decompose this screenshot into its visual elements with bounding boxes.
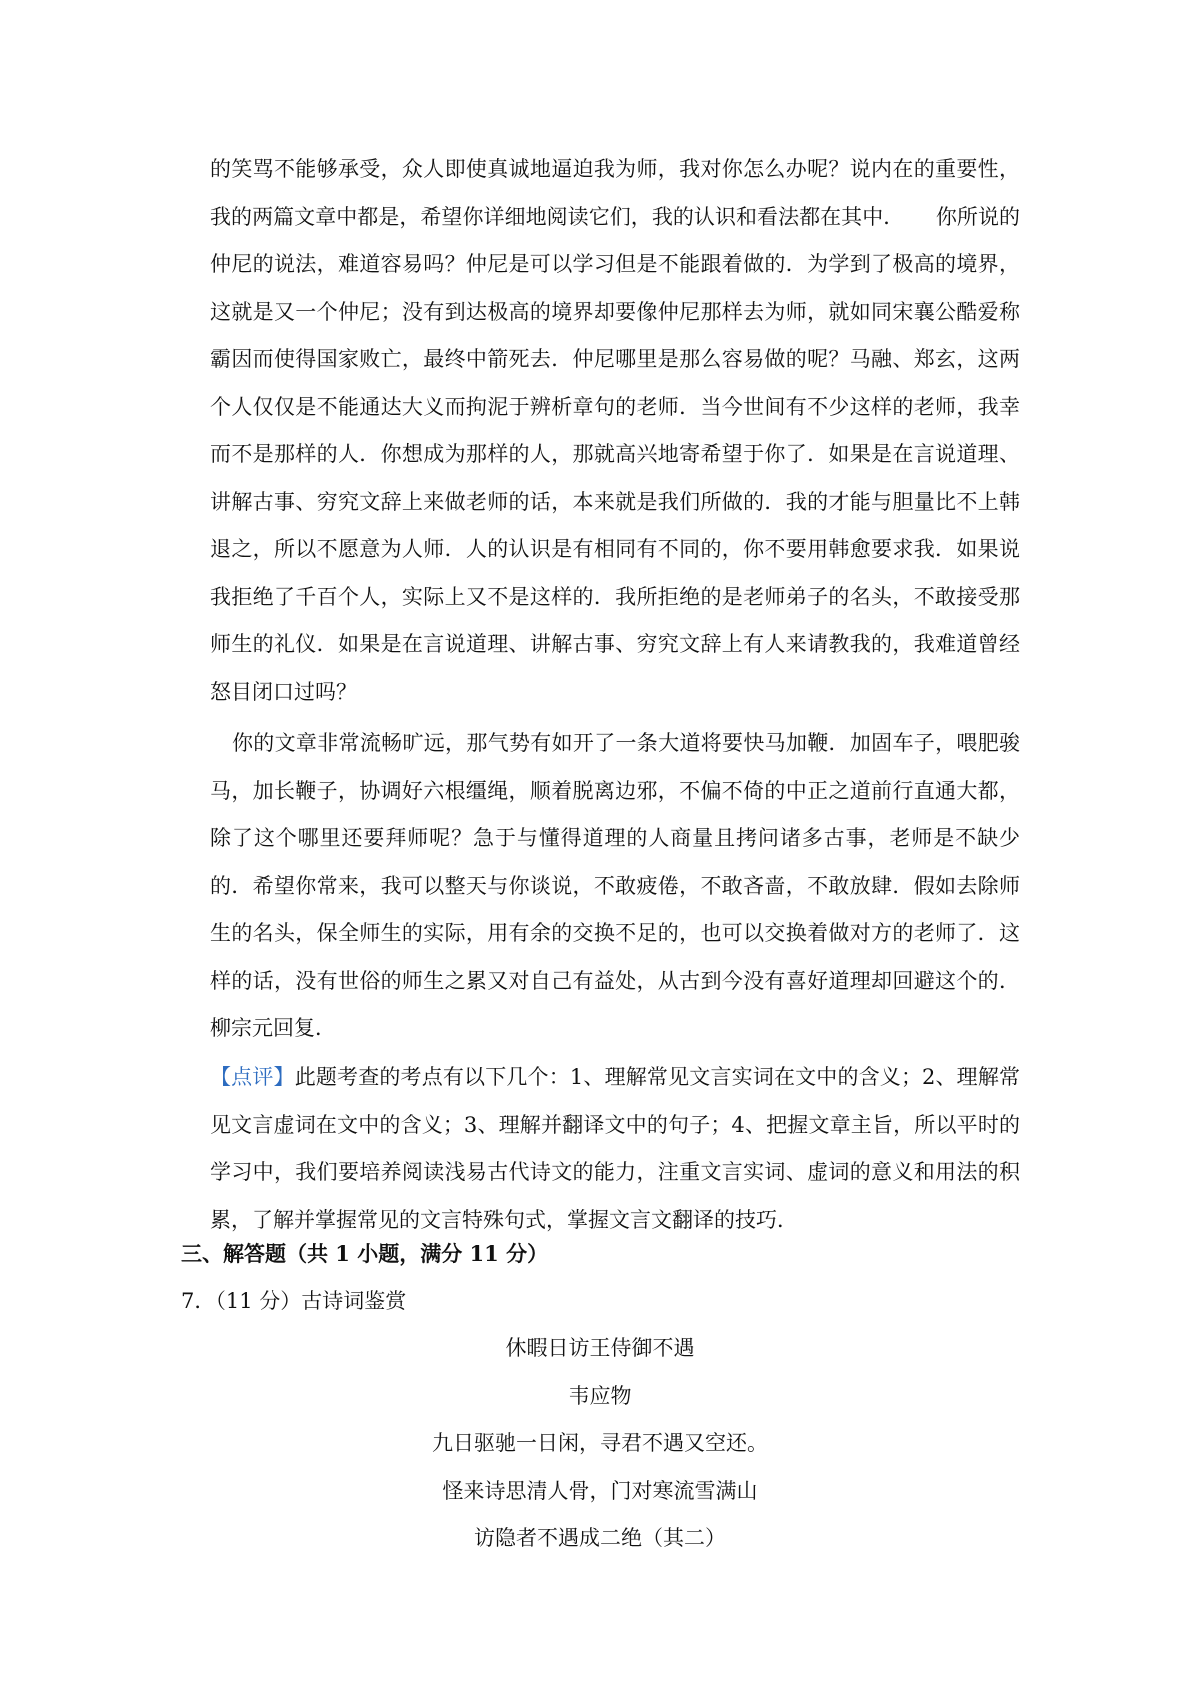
comment-paragraph (210, 1054, 1020, 1244)
poem-line-2: 怪来诗思清人骨，门对寒流雪满山 (442, 1479, 758, 1503)
poem-author: 韦应物 (568, 1384, 632, 1408)
translation-paragraph-2: 你的文章非常流畅旷远，那气势有如开了一条大道将要快马加鞭．加固车子，喂肥骏马，加长鞭子，协调好六根缰绳，顺着脱离边邪，不偏不倚的中正之道前行直通大都，除了这个哪里还要拜师呢？急于与懂得道理的人商量且拷问诸多古事，老师是不缺少的．希望你常来，我可以整天与你谈说，不敢疲倦，不敢吝啬，不敢放肆．假如去除师生的名头，保全师生的实际，用有余的交换不足的，也可以交换着做对方的老师了．这样的话，没有世俗的师生之累又对自己有益处，从古到今没有喜好道理却回避这个的．柳宗元回复． (210, 731, 1020, 1040)
next-poem-title: 访隐者不遇成二绝（其二） (474, 1526, 726, 1550)
poem-title: 休暇日访王侍御不遇 (505, 1336, 695, 1360)
comment-text: 此题考查的考点有以下几个：1、理解常见文言实词在文中的含义；2、理解常见文言虚词在文中的含义；3、理解并翻译文中的句子；4、把握文章主旨，所以平时的学习中，我们要培养阅读浅易古代诗文的能力，注重文言实词、虚词的意义和用法的积累，了解并掌握常见的文言特殊句式，掌握文言文翻译的技巧． (210, 1065, 1021, 1232)
section-heading: 三、解答题（共 1 小题，满分 11 分） (181, 1241, 549, 1266)
comment-tag: 【点评】 (210, 1065, 295, 1089)
question-label: 7．（11 分）古诗词鉴赏 (181, 1289, 407, 1313)
translation-paragraph-1: 的笑骂不能够承受，众人即使真诚地逼迫我为师，我对你怎么办呢？说内在的重要性，我的两篇文章中都是，希望你详细地阅读它们，我的认识和看法都在其中． 你所说的仲尼的说法，难道容易吗？仲尼是可以学习但是不能跟着做的．为学到了极高的境界，这就是又一个仲尼；没有到达极高的境界却要像仲尼那样去为师，就如同宋襄公酷爱称霸因而使得国家败亡，最终中箭死去．仲尼哪里是那么容易做的呢？马融、郑玄，这两个人仅仅是不能通达大义而拘泥于辨析章句的老师．当今世间有不少这样的老师，我幸而不是那样的人．你想成为那样的人，那就高兴地寄希望于你了．如果是在言说道理、讲解古事、穷究文辞上来做老师的话，本来就是我们所做的．我的才能与胆量比不上韩退之，所以不愿意为人师．人的认识是有相同有不同的，你不要用韩愈要求我．如果说我拒绝了千百个人，实际上又不是这样的．我所拒绝的是老师弟子的名头，不敢接受那师生的礼仪．如果是在言说道理、讲解古事、穷究文辞上有人来请教我的，我难道曾经怒目闭口过吗？ (210, 157, 1020, 704)
poem-line-1: 九日驱驰一日闲，寻君不遇又空还。 (432, 1431, 768, 1455)
